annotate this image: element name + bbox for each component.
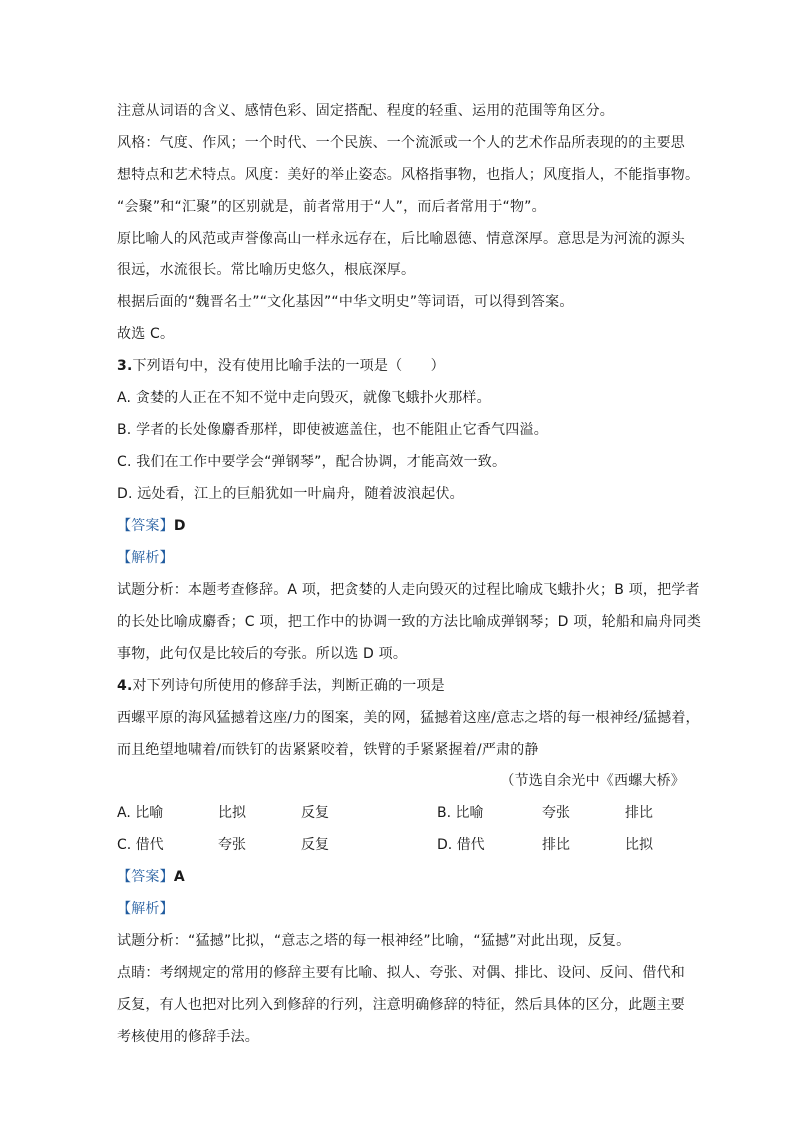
explanation-line: 注意从词语的含义、感情色彩、固定搭配、程度的轻重、运用的范围等角区分。 xyxy=(117,103,614,119)
q4-options-row-2 xyxy=(117,835,677,855)
explanation-line: 风格：气度、作风；一个时代、一个民族、一个流派或一个人的艺术作品所表现的的主要思 xyxy=(117,135,685,151)
q3-analysis-line: 事物，此句仅是比较后的夸张。所以选 D 项。 xyxy=(117,646,408,662)
q4-options-row-1 xyxy=(117,803,677,823)
q4-analysis-tag: 【解析】 xyxy=(117,901,174,917)
q4-option-a-3: 反复 xyxy=(301,805,329,821)
q4-option-b-1: B. 比喻 xyxy=(437,805,484,821)
q4-option-d-2: 排比 xyxy=(542,837,570,853)
explanation-line: 根据后面的“魏晋名士”“文化基因”“中华文明史”等词语，可以得到答案。 xyxy=(117,294,574,310)
question-number: 4. xyxy=(117,678,133,694)
q3-analysis-tag: 【解析】 xyxy=(117,550,174,566)
q4-tips-line: 反复，有人也把对比列入到修辞的行列，注意明确修辞的特征，然后具体的区分，此题主要 xyxy=(117,997,685,1013)
question-text: 下列语句中，没有使用比喻手法的一项是（ ） xyxy=(132,358,445,374)
q4-option-c-2: 夸张 xyxy=(218,837,246,853)
explanation-line: “会聚”和“汇聚”的区别就是，前者常用于“人”，而后者常用于“物”。 xyxy=(117,199,546,215)
question-number: 3. xyxy=(117,358,133,374)
answer-tag: 【答案】 xyxy=(117,869,174,885)
q4-answer xyxy=(117,867,185,887)
poem-line: 西螺平原的海风猛撼着这座/力的图案，美的网，猛撼着这座/意志之塔的每一根神经/猛撼着， xyxy=(117,710,700,726)
q3-option-c: C. 我们在工作中要学会“弹钢琴”，配合协调，才能高效一致。 xyxy=(117,454,507,470)
q4-option-b-3: 排比 xyxy=(625,805,653,821)
q4-option-b-2: 夸张 xyxy=(542,805,570,821)
q3-analysis-line: 的长处比喻成麝香；C 项，把工作中的协调一致的方法比喻成弹钢琴；D 项，轮船和扁舟同类 xyxy=(117,614,702,630)
answer-value: D xyxy=(173,518,186,534)
answer-tag: 【答案】 xyxy=(117,518,174,534)
q3-analysis-line: 试题分析：本题考查修辞。A 项，把贪婪的人走向毁灭的过程比喻成飞蛾扑火；B 项，把学者 xyxy=(117,582,700,598)
conclusion-line: 故选 C。 xyxy=(117,326,175,342)
q4-option-c-3: 反复 xyxy=(301,837,329,853)
q4-option-a-2: 比拟 xyxy=(218,805,246,821)
poem-line: 而且绝望地啸着/而铁钉的齿紧紧咬着，铁臂的手紧紧握着/严肃的静 xyxy=(117,742,539,758)
q4-tips-line: 点睛：考纲规定的常用的修辞主要有比喻、拟人、夸张、对偶、排比、设问、反问、借代和 xyxy=(117,965,685,981)
explanation-line: 想特点和艺术特点。风度：美好的举止姿态。风格指事物，也指人；风度指人，不能指事物。 xyxy=(117,167,700,183)
explanation-line: 很远，水流很长。常比喻历史悠久，根底深厚。 xyxy=(117,262,416,278)
question-3-stem xyxy=(117,356,445,376)
poem-source: （节选自余光中《西螺大桥》 xyxy=(500,773,685,789)
q3-option-a: A. 贪婪的人正在不知不觉中走向毁灭，就像飞蛾扑火那样。 xyxy=(117,390,491,406)
q3-option-b: B. 学者的长处像麝香那样，即使被遮盖住，也不能阻止它香气四溢。 xyxy=(117,422,548,438)
q4-option-d-3: 比拟 xyxy=(625,837,653,853)
q4-analysis-line: 试题分析：“猛撼”比拟，“意志之塔的每一根神经”比喻，“猛撼”对此出现，反复。 xyxy=(117,933,631,949)
q3-answer xyxy=(117,516,186,536)
q3-option-d: D. 远处看，江上的巨船犹如一叶扁舟，随着波浪起伏。 xyxy=(117,486,464,502)
q4-tips-line: 考核使用的修辞手法。 xyxy=(117,1029,259,1045)
q4-option-a-1: A. 比喻 xyxy=(117,805,164,821)
question-text: 对下列诗句所使用的修辞手法，判断正确的一项是 xyxy=(132,678,445,694)
q4-option-d-1: D. 借代 xyxy=(437,837,485,853)
question-4-stem xyxy=(117,676,445,696)
explanation-line: 原比喻人的风范或声誉像高山一样永远存在，后比喻恩德、情意深厚。意思是为河流的源头 xyxy=(117,231,685,247)
answer-value: A xyxy=(173,869,185,885)
q4-option-c-1: C. 借代 xyxy=(117,837,164,853)
